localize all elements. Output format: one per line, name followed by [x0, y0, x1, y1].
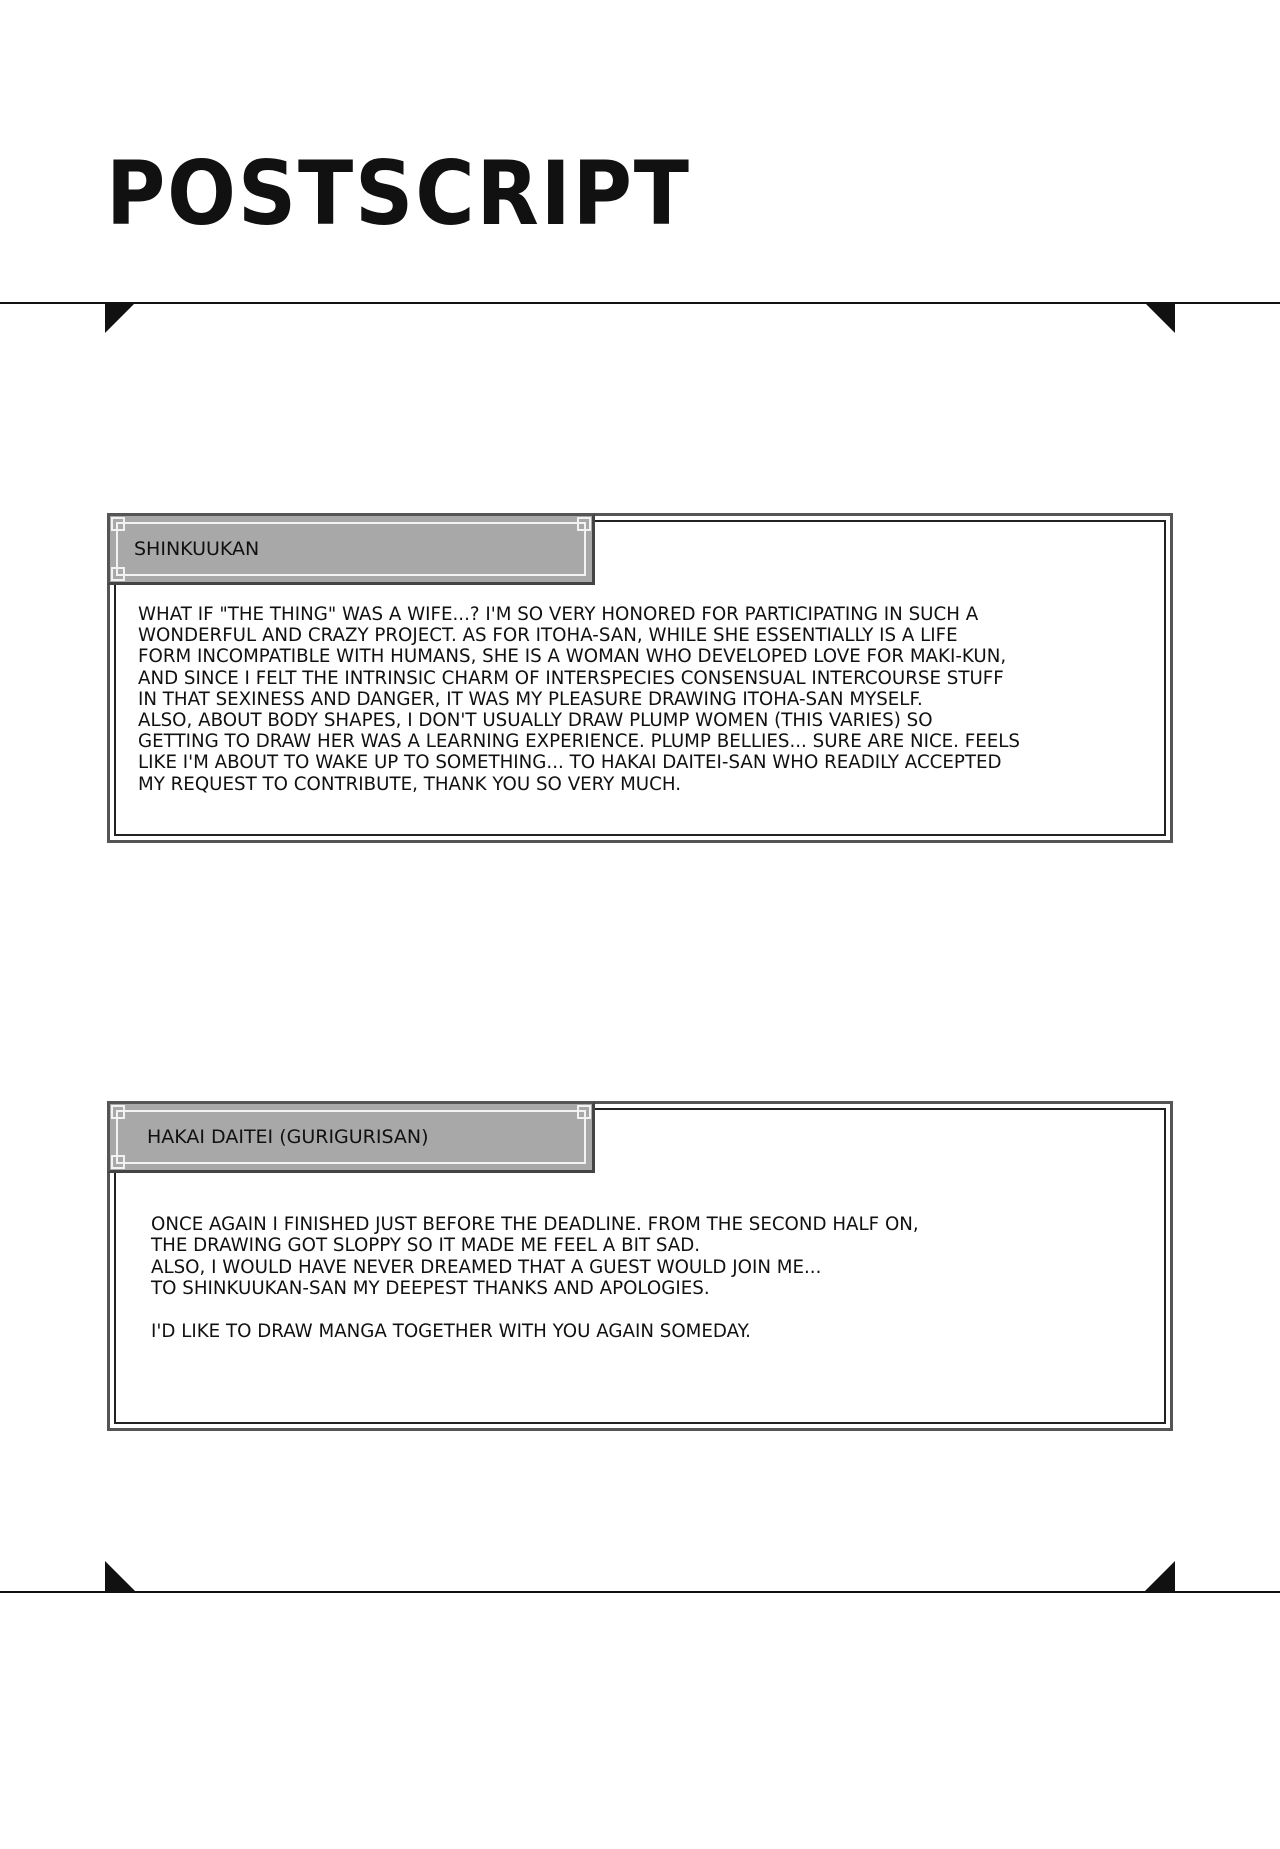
author-note-hakai-daitei	[107, 1101, 1173, 1431]
bottom-left-corner-mark	[105, 1561, 135, 1591]
page-title: POSTSCRIPT	[106, 142, 691, 245]
author-name-tab	[107, 513, 595, 585]
tab-corner-ornament	[111, 1105, 125, 1119]
top-right-corner-mark	[1145, 303, 1175, 333]
author-note-text: WHAT IF "THE THING" WAS A WIFE...? I'M SO VERY HONORED FOR PARTICIPATING IN SUCH A WONDERFUL AND CRAZY PROJECT. AS FOR ITOHA-SAN, WHILE SHE ESSENTIALLY IS A LIFE FORM INCOMPATIBLE WITH HUMANS, SHE IS A WOMAN WHO DEVELOPED LOVE FOR MAKI-KUN, AND SINCE I FELT THE INTRINSIC CHARM OF INTERSPECIES CONSENSUAL INTERCOURSE STUFF IN THAT SEXINESS AND DANGER, IT WAS MY PLEASURE DRAWING ITOHA-SAN MYSELF. ALSO, ABOUT BODY SHAPES, I DON'T USUALLY DRAW PLUMP WOMEN (THIS VARIES) SO GETTING TO DRAW HER WAS A LEARNING EXPERIENCE. PLUMP BELLIES... SURE ARE NICE. FEELS LIKE I'M ABOUT TO WAKE UP TO SOMETHING... TO HAKAI DAITEI-SAN WHO READILY ACCEPTED MY REQUEST TO CONTRIBUTE, THANK YOU SO VERY MUCH.	[138, 604, 1021, 795]
bottom-right-corner-mark	[1145, 1561, 1175, 1591]
tab-corner-ornament	[577, 1105, 591, 1119]
tab-corner-ornament	[111, 567, 125, 581]
author-note-shinkuukan	[107, 513, 1173, 843]
author-name: HAKAI DAITEI (GURIGURISAN)	[147, 1126, 429, 1148]
bottom-divider-line	[0, 1591, 1280, 1593]
author-name: SHINKUUKAN	[134, 538, 260, 560]
top-left-corner-mark	[105, 303, 135, 333]
tab-corner-ornament	[111, 517, 125, 531]
tab-corner-ornament	[111, 1155, 125, 1169]
tab-corner-ornament	[577, 517, 591, 531]
author-note-text: ONCE AGAIN I FINISHED JUST BEFORE THE DEADLINE. FROM THE SECOND HALF ON, THE DRAWING GOT SLOPPY SO IT MADE ME FEEL A BIT SAD. ALSO, I WOULD HAVE NEVER DREAMED THAT A GUEST WOULD JOIN ME... TO SHINKUUKAN-SAN MY DEEPEST THANKS AND APOLOGIES. I'D LIKE TO DRAW MANGA TOGETHER WITH YOU AGAIN SOMEDAY.	[151, 1214, 919, 1343]
author-name-tab	[107, 1101, 595, 1173]
top-divider-line	[0, 302, 1280, 304]
